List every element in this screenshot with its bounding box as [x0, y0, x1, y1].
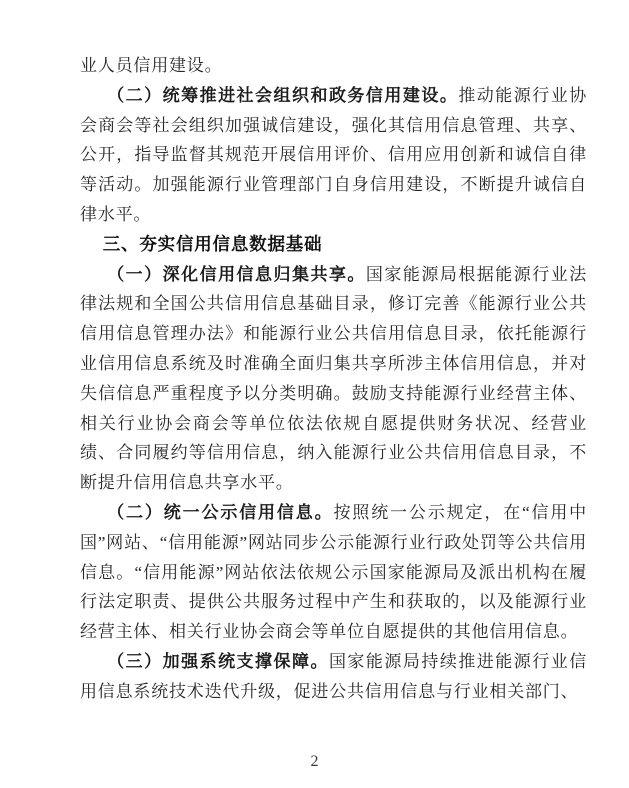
paragraph-text: 国家能源局根据能源行业法律法规和全国公共信用信息基础目录，修订完善《能源行业公共信用信息管理办法》和能源行业公共信用信息目录，依托能源行业信用信息系统及时准确全面归集共享所涉主体信用信息，并对失信信息严重程度予以分类明确。鼓励支持能源行业经营主体、相关行业协会商会等单位依法依规自愿提供财务状况、经营业绩、合同履约等信用信息，纳入能源行业公共信用信息目录，不断提升信用信息共享水平。 [80, 264, 588, 493]
paragraph [80, 81, 587, 230]
paragraph-text: 推动能源行业协会商会等社会组织加强诚信建设，强化其信用信息管理、共享、公开，指导监督其规范开展信用评价、信用应用创新和诚信自律等活动。加强能源行业管理部门自身信用建设，不断提升诚信自律水平。 [80, 85, 587, 224]
paragraph [80, 498, 587, 647]
paragraph-text: 业人员信用建设。 [80, 56, 223, 75]
section-heading: 三、夯实信用信息数据基础 [102, 233, 323, 254]
paragraph-lead: （三）加强系统支撑保障。 [107, 651, 329, 671]
paragraph [80, 260, 587, 498]
paragraph-continuation [80, 51, 587, 81]
paragraph-text: 国家能源局持续推进能源行业信用信息系统技术迭代升级，促进公共信用信息与行业相关部门、 [80, 651, 587, 701]
paragraph [80, 647, 587, 707]
paragraph-lead: （二）统筹推进社会组织和政务信用建设。 [107, 85, 459, 105]
paragraph-lead: （二）统一公示信用信息。 [107, 502, 334, 522]
paragraph-lead: （一）深化信用信息归集共享。 [107, 264, 366, 284]
document-body [80, 51, 587, 707]
paragraph-text: 按照统一公示规定，在“信用中国”网站、“信用能源”网站同步公示能源行业行政处罚等公共信用信息。“信用能源”网站依法依规公示国家能源局及派出机构在履行法定职责、提供公共服务过程中产生和获取的，以及能源行业经营主体、相关行业协会商会等单位自愿提供的其他信用信息。 [80, 502, 587, 642]
page-number: 2 [310, 753, 319, 770]
